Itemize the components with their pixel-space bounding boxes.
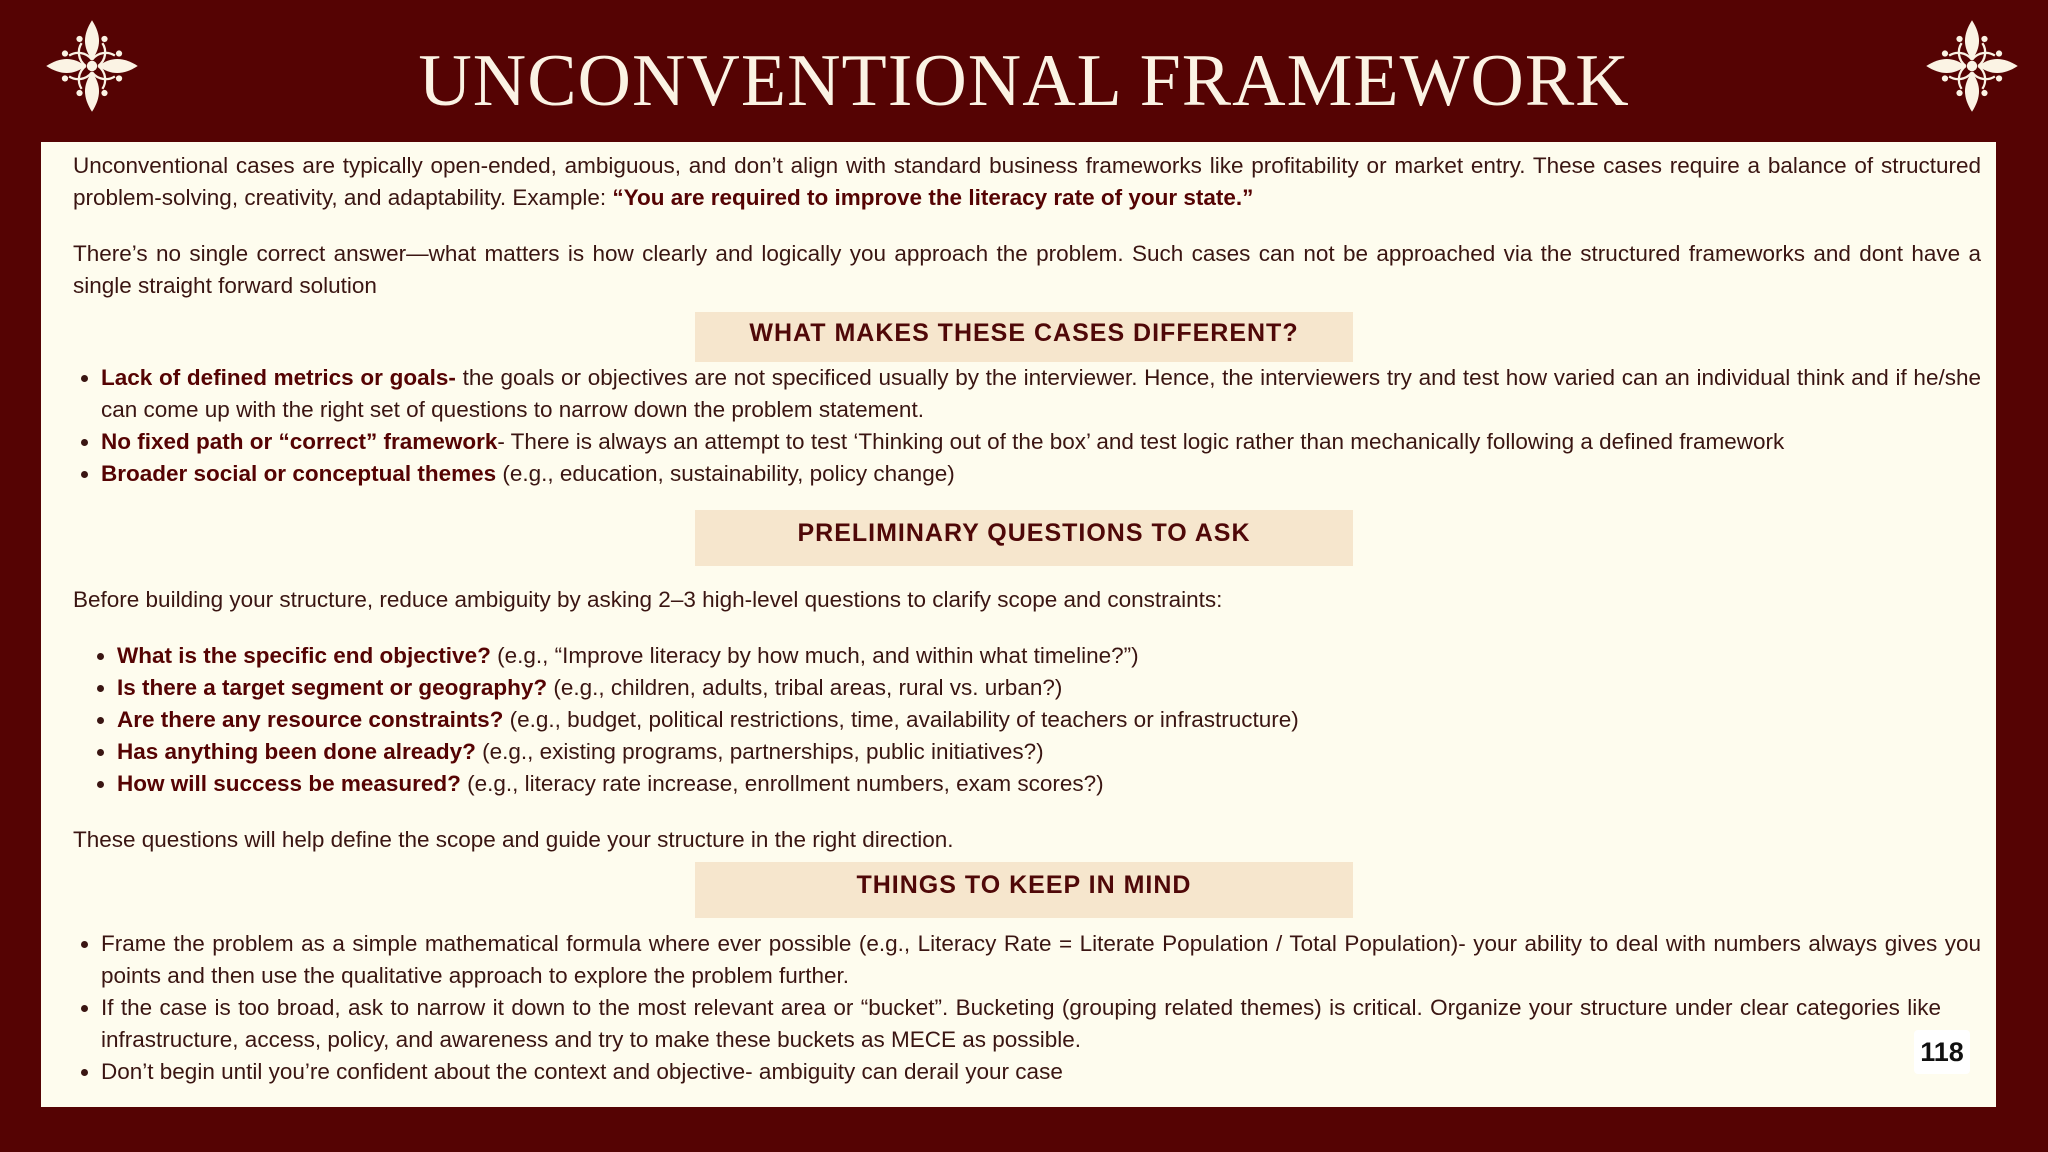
content-body <box>73 150 1981 1088</box>
list-item: • Are there any resource constraints? (e.g., budget, political restrictions, time, availability of teachers or infrastructure) <box>117 704 1981 736</box>
section-heading-questions: PRELIMINARY QUESTIONS TO ASK <box>695 510 1353 566</box>
section-heading-different: WHAT MAKES THESE CASES DIFFERENT? <box>695 312 1353 362</box>
page-number-badge: 118 <box>1914 1030 1970 1074</box>
questions-intro: Before building your structure, reduce ambiguity by asking 2–3 high-level questions to clarify scope and constraints: <box>73 587 1223 612</box>
list-item: • Has anything been done already? (e.g., existing programs, partnerships, public initiatives?) <box>117 736 1981 768</box>
list-item: • What is the specific end objective? (e.g., “Improve literacy by how much, and within what timeline?”) <box>117 640 1981 672</box>
list-item: • Don’t begin until you’re confident about the context and objective- ambiguity can derail your case <box>101 1056 1981 1088</box>
list-item: • Is there a target segment or geography? (e.g., children, adults, tribal areas, rural vs. urban?) <box>117 672 1981 704</box>
list-item: • If the case is too broad, ask to narrow it down to the most relevant area or “bucket”. Bucketing (grouping related themes) is critical. Organize your structure under clear categories like infrastructure, access, policy, and awareness and try to make these buckets as MECE as possible. <box>101 992 1981 1056</box>
section-heading-keep-in-mind: THINGS TO KEEP IN MIND <box>695 862 1353 918</box>
intro-paragraph-2: There’s no single correct answer—what matters is how clearly and logically you approach the problem. Such cases can not be approached via the structured frameworks and dont have a single straight forward solution <box>73 241 1981 298</box>
list-item: • No fixed path or “correct” framework- There is always an attempt to test ‘Thinking out of the box’ and test logic rather than mechanically following a defined framework <box>101 426 1981 458</box>
example-quote: “You are required to improve the literacy rate of your state.” <box>612 185 1254 210</box>
questions-list <box>73 640 1981 800</box>
list-item: • Lack of defined metrics or goals- the goals or objectives are not specificed usually by the interviewer. Hence, the interviewers try and test how varied can an individual think and if he/she can come up with the right set of questions to narrow down the problem statement. <box>101 362 1981 426</box>
list-item: • Frame the problem as a simple mathematical formula where ever possible (e.g., Literacy Rate = Literate Population / Total Population)- your ability to deal with numbers always gives you points and then use the qualitative approach to explore the problem further. <box>101 928 1981 992</box>
list-item: • Broader social or conceptual themes (e.g., education, sustainability, policy change) <box>101 458 1981 490</box>
questions-outro: These questions will help define the scope and guide your structure in the right direction. <box>73 827 954 852</box>
differences-list <box>73 362 1981 490</box>
tips-list <box>73 928 1981 1088</box>
intro-paragraph-1: Unconventional cases are typically open-ended, ambiguous, and don’t align with standard business frameworks like profitability or market entry. These cases require a balance of structured problem-solving, creativity, and adaptability. Example: “You are required to improve the literacy rate of your state.” <box>73 153 1981 210</box>
list-item: • How will success be measured? (e.g., literacy rate increase, enrollment numbers, exam scores?) <box>117 768 1981 800</box>
page-title: UNCONVENTIONAL FRAMEWORK <box>418 40 1630 122</box>
